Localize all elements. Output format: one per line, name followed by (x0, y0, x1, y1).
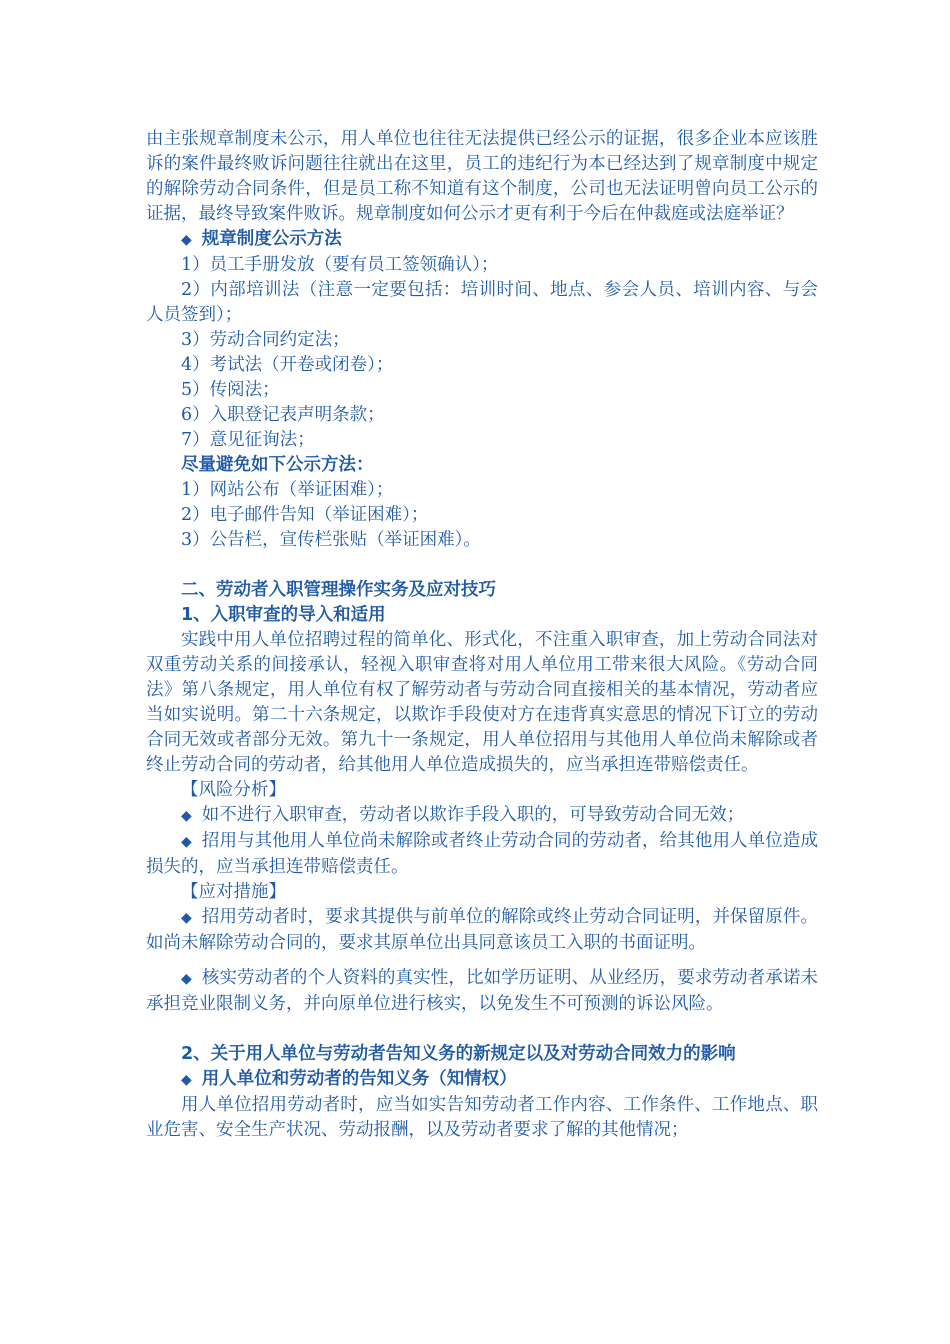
risk-label: 【风险分析】 (181, 780, 286, 800)
avoid-heading: 尽量避免如下公示方法： (181, 455, 374, 475)
diamond-bullet-icon: ◆ (181, 232, 192, 248)
avoid-item-2: 2）电子邮件告知（举证困难）； (181, 505, 429, 525)
diamond-bullet-icon: ◆ (181, 910, 192, 926)
spacer (146, 1017, 818, 1042)
method-item-1: 1）员工手册发放（要有员工签领确认）； (181, 255, 499, 275)
measure-item-1: ◆ 招用劳动者时，要求其提供与前单位的解除或终止劳动合同证明，并保留原件。如尚未解除劳动合同的，要求其原单位出具同意该员工入职的书面证明。 (146, 907, 818, 953)
diamond-bullet-icon: ◆ (181, 1072, 192, 1088)
avoid-item-1: 1）网站公布（举证困难）； (181, 480, 394, 500)
sub2-title: 2、关于用人单位与劳动者告知义务的新规定以及对劳动合同效力的影响 (181, 1044, 736, 1064)
diamond-bullet-icon: ◆ (181, 971, 192, 987)
sub1-title: 1、入职审查的导入和适用 (181, 605, 386, 625)
measure-label: 【应对措施】 (181, 882, 286, 902)
method-item-6: 6）入职登记表声明条款； (181, 405, 385, 425)
spacer (146, 553, 818, 578)
methods-heading: ◆ 规章制度公示方法 (181, 229, 342, 249)
method-item-5: 5）传阅法； (181, 380, 280, 400)
measure-item-2: ◆ 核实劳动者的个人资料的真实性，比如学历证明、从业经历，要求劳动者承诺未承担竞业限制义务，并向原单位进行核实，以免发生不可预测的诉讼风险。 (146, 968, 818, 1014)
method-item-2: 2）内部培训法（注意一定要包括：培训时间、地点、参会人员、培训内容、与会人员签到）； (146, 280, 818, 325)
text-column (146, 127, 818, 1143)
spacer (146, 956, 818, 966)
sub1-paragraph: 实践中用人单位招聘过程的简单化、形式化，不注重入职审查，加上劳动合同法对双重劳动关系的间接承认，轻视入职审查将对用人单位用工带来很大风险。《劳动合同法》第八条规定，用人单位有权了解劳动者与劳动合同直接相关的基本情况，劳动者应当如实说明。第二十六条规定，以欺诈手段使对方在违背真实意思的情况下订立的劳动合同无效或者部分无效。第九十一条规定，用人单位招用与其他用人单位尚未解除或者终止劳动合同的劳动者，给其他用人单位造成损失的，应当承担连带赔偿责任。 (146, 630, 818, 775)
section2-title: 二、劳动者入职管理操作实务及应对技巧 (181, 580, 496, 600)
avoid-item-3: 3）公告栏，宣传栏张贴（举证困难）。 (181, 530, 481, 550)
duty-heading: ◆ 用人单位和劳动者的告知义务（知情权） (181, 1069, 517, 1089)
method-item-4: 4）考试法（开卷或闭卷）； (181, 355, 394, 375)
diamond-bullet-icon: ◆ (181, 808, 192, 824)
diamond-bullet-icon: ◆ (181, 834, 192, 850)
duty-paragraph: 用人单位招用劳动者时，应当如实告知劳动者工作内容、工作条件、工作地点、职业危害、安全生产状况、劳动报酬，以及劳动者要求了解的其他情况； (146, 1095, 818, 1140)
risk-item-2: ◆ 招用与其他用人单位尚未解除或者终止劳动合同的劳动者，给其他用人单位造成损失的，应当承担连带赔偿责任。 (146, 831, 818, 877)
risk-item-1: ◆ 如不进行入职审查，劳动者以欺诈手段入职的，可导致劳动合同无效； (181, 805, 745, 825)
intro-paragraph: 由主张规章制度未公示，用人单位也往往无法提供已经公示的证据，很多企业本应该胜诉的案件最终败诉问题往往就出在这里，员工的违纪行为本已经达到了规章制度中规定的解除劳动合同条件，但是员工称不知道有这个制度，公司也无法证明曾向员工公示的证据，最终导致案件败诉。规章制度如何公示才更有利于今后在仲裁庭或法庭举证？ (146, 129, 818, 224)
method-item-7: 7）意见征询法； (181, 430, 315, 450)
method-item-3: 3）劳动合同约定法； (181, 330, 350, 350)
